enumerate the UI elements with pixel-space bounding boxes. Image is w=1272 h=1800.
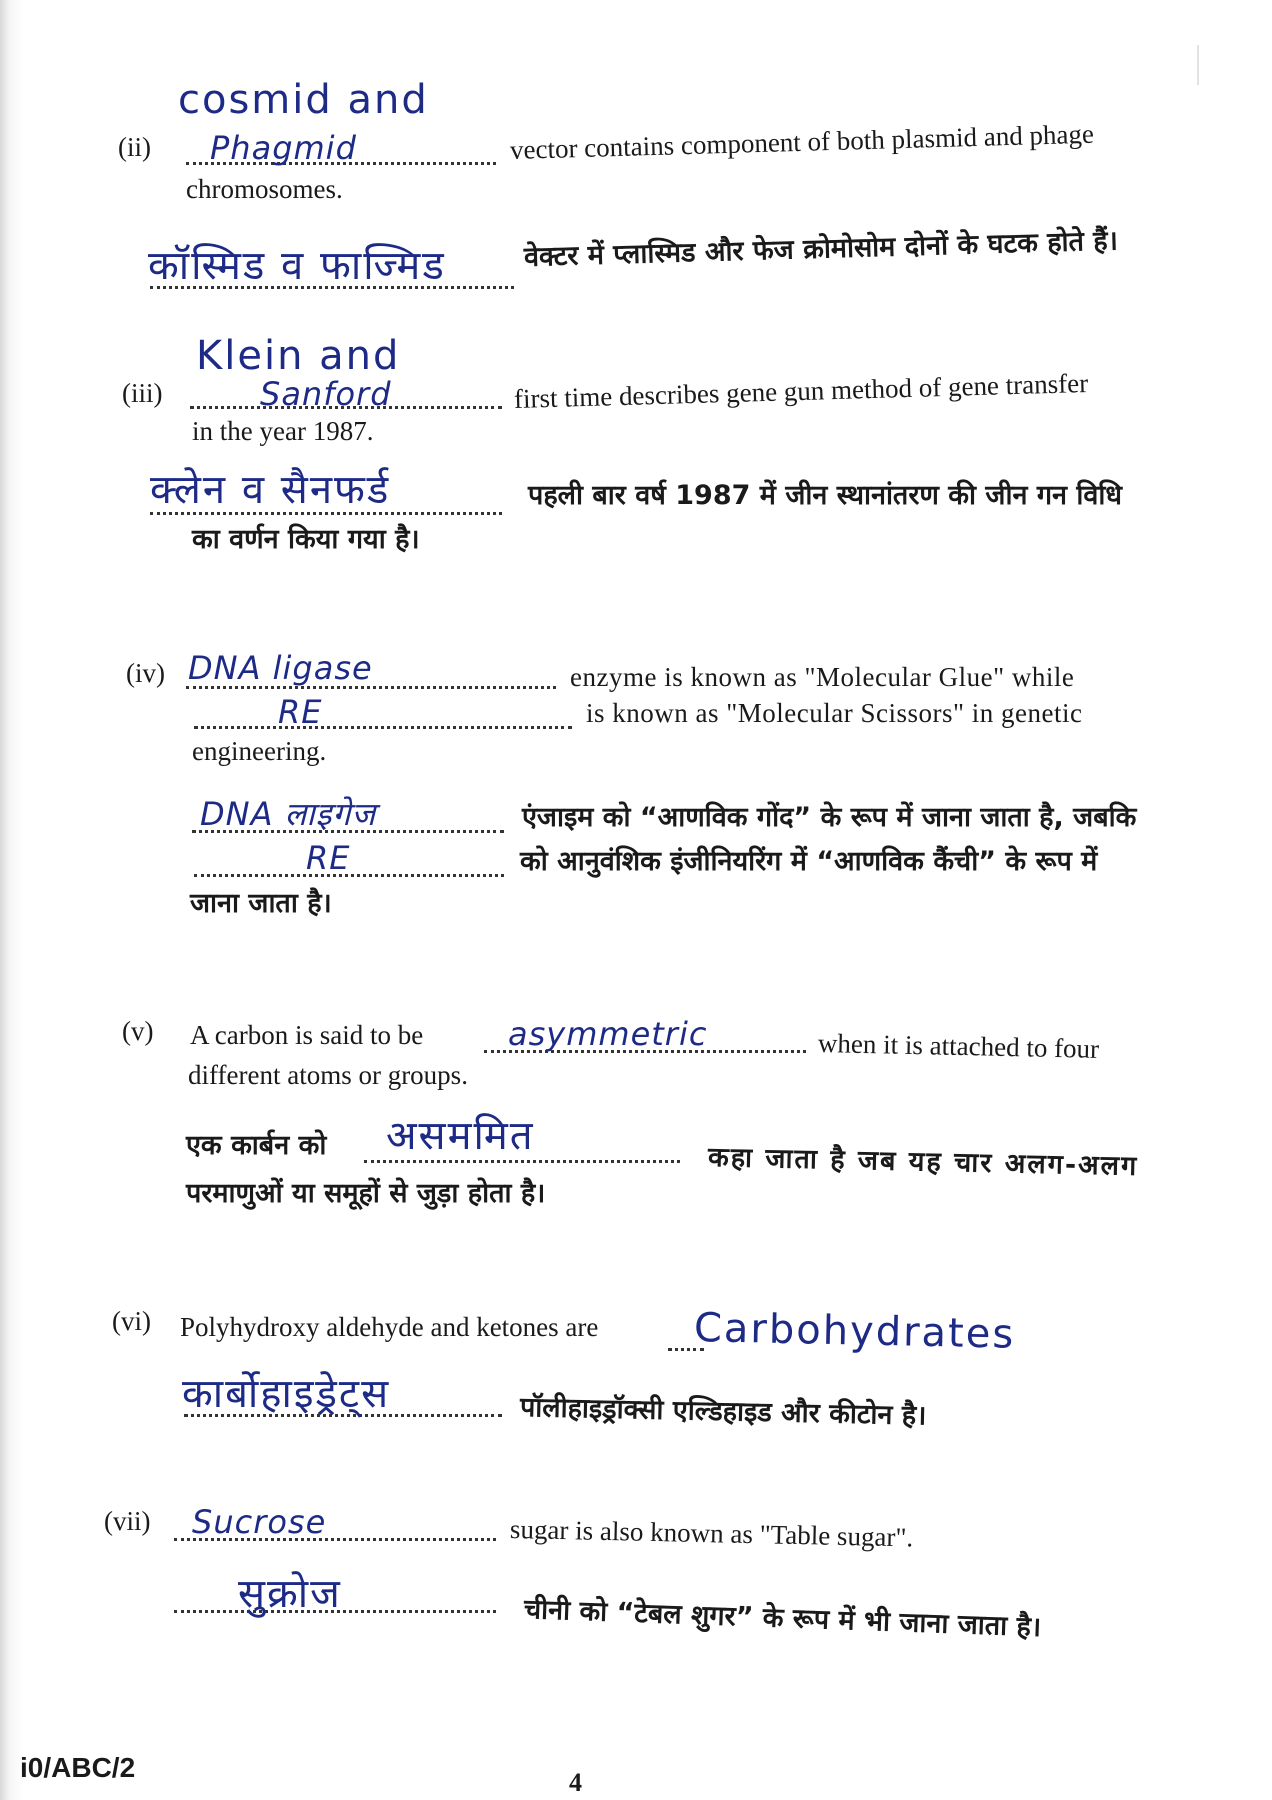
q4-english-text-3: engineering. [192,736,327,766]
q2-answer-line2: Phagmid [210,129,357,167]
q2-answer-line1: cosmid and [178,77,429,123]
paper-code: i0/ABC/2 [20,1752,136,1783]
q5-hindi-post: कहा जाता है जब यह चार अलग-अलग [707,1142,1139,1183]
q4-hindi-answer-2: RE [306,839,351,877]
q4-hindi-text: एंजाइम को “आणविक गोंद” के रूप में जाना जाता है, जबकि [522,802,1137,833]
q3-number: (iii) [122,378,163,408]
q5-hindi-text-2: परमाणुओं या समूहों से जुड़ा होता है। [186,1178,546,1209]
page-number: 4 [569,1768,582,1797]
q3-hindi-answer: क्लेन व सैनफर्ड [150,467,391,513]
q7-answer: Sucrose [192,1503,327,1541]
q4-hindi-text-3: जाना जाता है। [190,888,332,919]
q5-hindi-pre: एक कार्बन को [186,1130,327,1161]
q2-hindi-answer: कॉस्मिड व फाज्मिड [148,243,446,289]
q5-hindi-answer: असममित [386,1113,535,1159]
q2-hindi-text: वेक्टर में प्लास्मिड और फेज क्रोमोसोम दोनों के घटक होते हैं। [523,225,1119,273]
page-edge-line [1197,45,1199,85]
q7-hindi-answer: सुक्रोज [238,1571,342,1617]
q6-answer: Carbohydrates [693,1305,1016,1358]
q4-hindi-answer-1: DNA लाइगेज [200,795,377,833]
q3-english-text-2: in the year 1987. [192,416,374,446]
q3-hindi-text-2: का वर्णन किया गया है। [192,524,420,555]
q4-blank-line-2 [194,726,572,729]
q3-english-text: first time describes gene gun method of gene transfer [513,367,1089,414]
q4-english-text-2: is known as "Molecular Scissors" in genetic [586,698,1083,728]
q2-english-text-2: chromosomes. [186,174,343,204]
q2-english-text: vector contains component of both plasmid and phage [509,118,1095,165]
q5-number: (v) [122,1016,154,1046]
q5-english-text-2: different atoms or groups. [188,1060,468,1090]
q3-answer-line1: Klein and [196,333,401,379]
q5-english-post: when it is attached to four [817,1028,1100,1064]
q7-number: (vii) [104,1506,151,1536]
q4-hindi-text-2: को आनुवंशिक इंजीनियरिंग में “आणविक कैंची” के रूप में [520,846,1098,877]
q6-english-text: Polyhydroxy aldehyde and ketones are [180,1312,599,1342]
q2-number: (ii) [118,132,151,162]
q7-hindi-text: चीनी को “टेबल शुगर” के रूप में भी जाना जाता है। [523,1594,1042,1644]
q6-hindi-answer: कार्बोहाइड्रेट्स [182,1371,391,1417]
q7-english-text: sugar is also known as "Table sugar". [509,1514,914,1553]
q5-hindi-blank-line [364,1160,680,1163]
q4-english-text: enzyme is known as "Molecular Glue" while [570,662,1075,692]
q4-answer-1: DNA ligase [188,649,373,687]
q6-number: (vi) [112,1306,151,1336]
q5-answer: asymmetric [508,1015,708,1053]
q3-answer-line2: Sanford [260,375,392,413]
q6-hindi-text: पॉलीहाइड्रॉक्सी एल्डिहाइड और कीटोन है। [519,1392,927,1432]
q4-answer-2: RE [278,693,323,731]
q3-hindi-text: पहली बार वर्ष 1987 में जीन स्थानांतरण की जीन गन विधि [528,480,1123,511]
q5-english-pre: A carbon is said to be [190,1020,424,1050]
q4-number: (iv) [126,658,165,688]
